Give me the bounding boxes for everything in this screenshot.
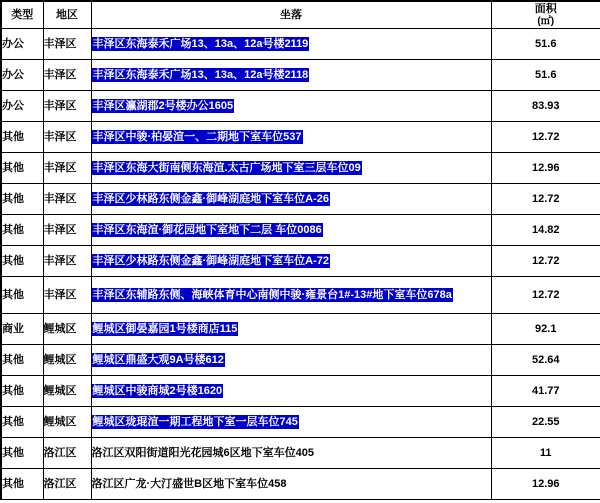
cell-type: 办公 — [1, 29, 43, 60]
cell-size: 52.64 — [491, 345, 600, 376]
address-text-highlighted: 丰泽区中骏·柏晏渲一、二期地下室车位537 — [92, 130, 302, 143]
table-body — [1, 29, 600, 500]
address-text-highlighted: 鲤城区鼎盛大观9A号楼612 — [92, 353, 224, 366]
address-text-highlighted: 丰泽区东辅路东侧、海峡体育中心南侧中骏·雍景台1#-13#地下室车位678a — [92, 288, 452, 301]
table-row[interactable] — [1, 376, 600, 407]
cell-region: 鲤城区 — [43, 376, 91, 407]
cell-type: 其他 — [1, 246, 43, 277]
address-text-highlighted: 丰泽区少林路东侧金鑫·御峰湖庭地下室车位A-26 — [92, 192, 330, 205]
address-text-highlighted: 丰泽区瀛湖郡2号楼办公1605 — [92, 99, 234, 112]
address-text-highlighted: 丰泽区东海泰禾广场13、13a、12a号楼2118 — [92, 68, 309, 81]
cell-region: 丰泽区 — [43, 29, 91, 60]
cell-address[interactable] — [91, 215, 491, 246]
cell-region: 丰泽区 — [43, 153, 91, 184]
cell-address[interactable] — [91, 407, 491, 438]
column-header-type: 类型 — [1, 1, 43, 29]
cell-size: 12.72 — [491, 277, 600, 314]
address-text-highlighted: 丰泽区东海大街南侧东海渲.太古广场地下室三层车位09 — [92, 161, 361, 174]
table-row[interactable] — [1, 407, 600, 438]
cell-address[interactable] — [91, 60, 491, 91]
cell-region: 丰泽区 — [43, 277, 91, 314]
table-row[interactable] — [1, 438, 600, 469]
cell-address[interactable] — [91, 438, 491, 469]
cell-address[interactable] — [91, 246, 491, 277]
cell-address[interactable] — [91, 153, 491, 184]
cell-type: 其他 — [1, 376, 43, 407]
cell-address[interactable] — [91, 376, 491, 407]
table-row[interactable] — [1, 29, 600, 60]
cell-type: 办公 — [1, 91, 43, 122]
column-header-size-main: 面积 — [534, 2, 557, 15]
cell-address[interactable] — [91, 122, 491, 153]
address-text-highlighted: 丰泽区东海泰禾广场13、13a、12a号楼2119 — [92, 37, 309, 50]
cell-region: 丰泽区 — [43, 91, 91, 122]
cell-region: 丰泽区 — [43, 246, 91, 277]
table-row[interactable] — [1, 277, 600, 314]
column-header-address: 坐落 — [91, 1, 491, 29]
cell-region: 丰泽区 — [43, 215, 91, 246]
cell-type: 其他 — [1, 277, 43, 314]
cell-size: 12.96 — [491, 469, 600, 500]
cell-address[interactable] — [91, 91, 491, 122]
address-text-highlighted: 丰泽区少林路东侧金鑫·御峰湖庭地下室车位A-72 — [92, 254, 330, 267]
cell-address[interactable] — [91, 469, 491, 500]
cell-size: 12.96 — [491, 153, 600, 184]
table-row[interactable] — [1, 184, 600, 215]
column-header-size-unit: (㎡) — [537, 15, 555, 27]
table-row[interactable] — [1, 345, 600, 376]
address-text-highlighted: 鲤城区中骏商城2号楼1620 — [92, 384, 223, 397]
column-header-region: 地区 — [43, 1, 91, 29]
table-row[interactable] — [1, 153, 600, 184]
address-text-highlighted: 丰泽区东海渲·御花园地下室地下二层 车位0086 — [92, 223, 322, 236]
cell-type: 商业 — [1, 314, 43, 345]
cell-address[interactable] — [91, 184, 491, 215]
cell-size: 12.72 — [491, 122, 600, 153]
cell-type: 其他 — [1, 184, 43, 215]
cell-type: 其他 — [1, 215, 43, 246]
cell-region: 鲤城区 — [43, 314, 91, 345]
table-row[interactable] — [1, 314, 600, 345]
table-header-row — [1, 1, 600, 29]
cell-size: 51.6 — [491, 29, 600, 60]
cell-size: 14.82 — [491, 215, 600, 246]
cell-type: 其他 — [1, 122, 43, 153]
table-row[interactable] — [1, 91, 600, 122]
cell-address[interactable] — [91, 345, 491, 376]
cell-size: 92.1 — [491, 314, 600, 345]
cell-region: 鲤城区 — [43, 345, 91, 376]
column-header-size — [491, 1, 600, 29]
cell-size: 12.72 — [491, 184, 600, 215]
cell-type: 办公 — [1, 60, 43, 91]
cell-size: 51.6 — [491, 60, 600, 91]
cell-size: 11 — [491, 438, 600, 469]
cell-address[interactable] — [91, 314, 491, 345]
table-row[interactable] — [1, 215, 600, 246]
cell-region: 洛江区 — [43, 469, 91, 500]
cell-region: 洛江区 — [43, 438, 91, 469]
cell-type: 其他 — [1, 153, 43, 184]
cell-size: 22.55 — [491, 407, 600, 438]
table-row[interactable] — [1, 469, 600, 500]
cell-type: 其他 — [1, 345, 43, 376]
cell-region: 鲤城区 — [43, 407, 91, 438]
cell-type: 其他 — [1, 438, 43, 469]
cell-region: 丰泽区 — [43, 184, 91, 215]
cell-size: 83.93 — [491, 91, 600, 122]
table-row[interactable] — [1, 122, 600, 153]
cell-size: 12.72 — [491, 246, 600, 277]
cell-address[interactable] — [91, 277, 491, 314]
cell-size: 41.77 — [491, 376, 600, 407]
address-text-highlighted: 鲤城区御晏嘉园1号楼商店115 — [92, 322, 238, 335]
cell-region: 丰泽区 — [43, 60, 91, 91]
address-text: 洛江区广龙·大汀盛世B区地下室车位458 — [91, 477, 287, 490]
table-row[interactable] — [1, 60, 600, 91]
cell-region: 丰泽区 — [43, 122, 91, 153]
cell-type: 其他 — [1, 469, 43, 500]
cell-type: 其他 — [1, 407, 43, 438]
table-header — [1, 1, 600, 29]
address-text: 洛江区双阳街道阳光花园城6区地下室车位405 — [91, 446, 314, 459]
address-text-highlighted: 鲤城区珑琨渲一期工程地下室一层车位745 — [92, 415, 298, 428]
table-row[interactable] — [1, 246, 600, 277]
cell-address[interactable] — [91, 29, 491, 60]
